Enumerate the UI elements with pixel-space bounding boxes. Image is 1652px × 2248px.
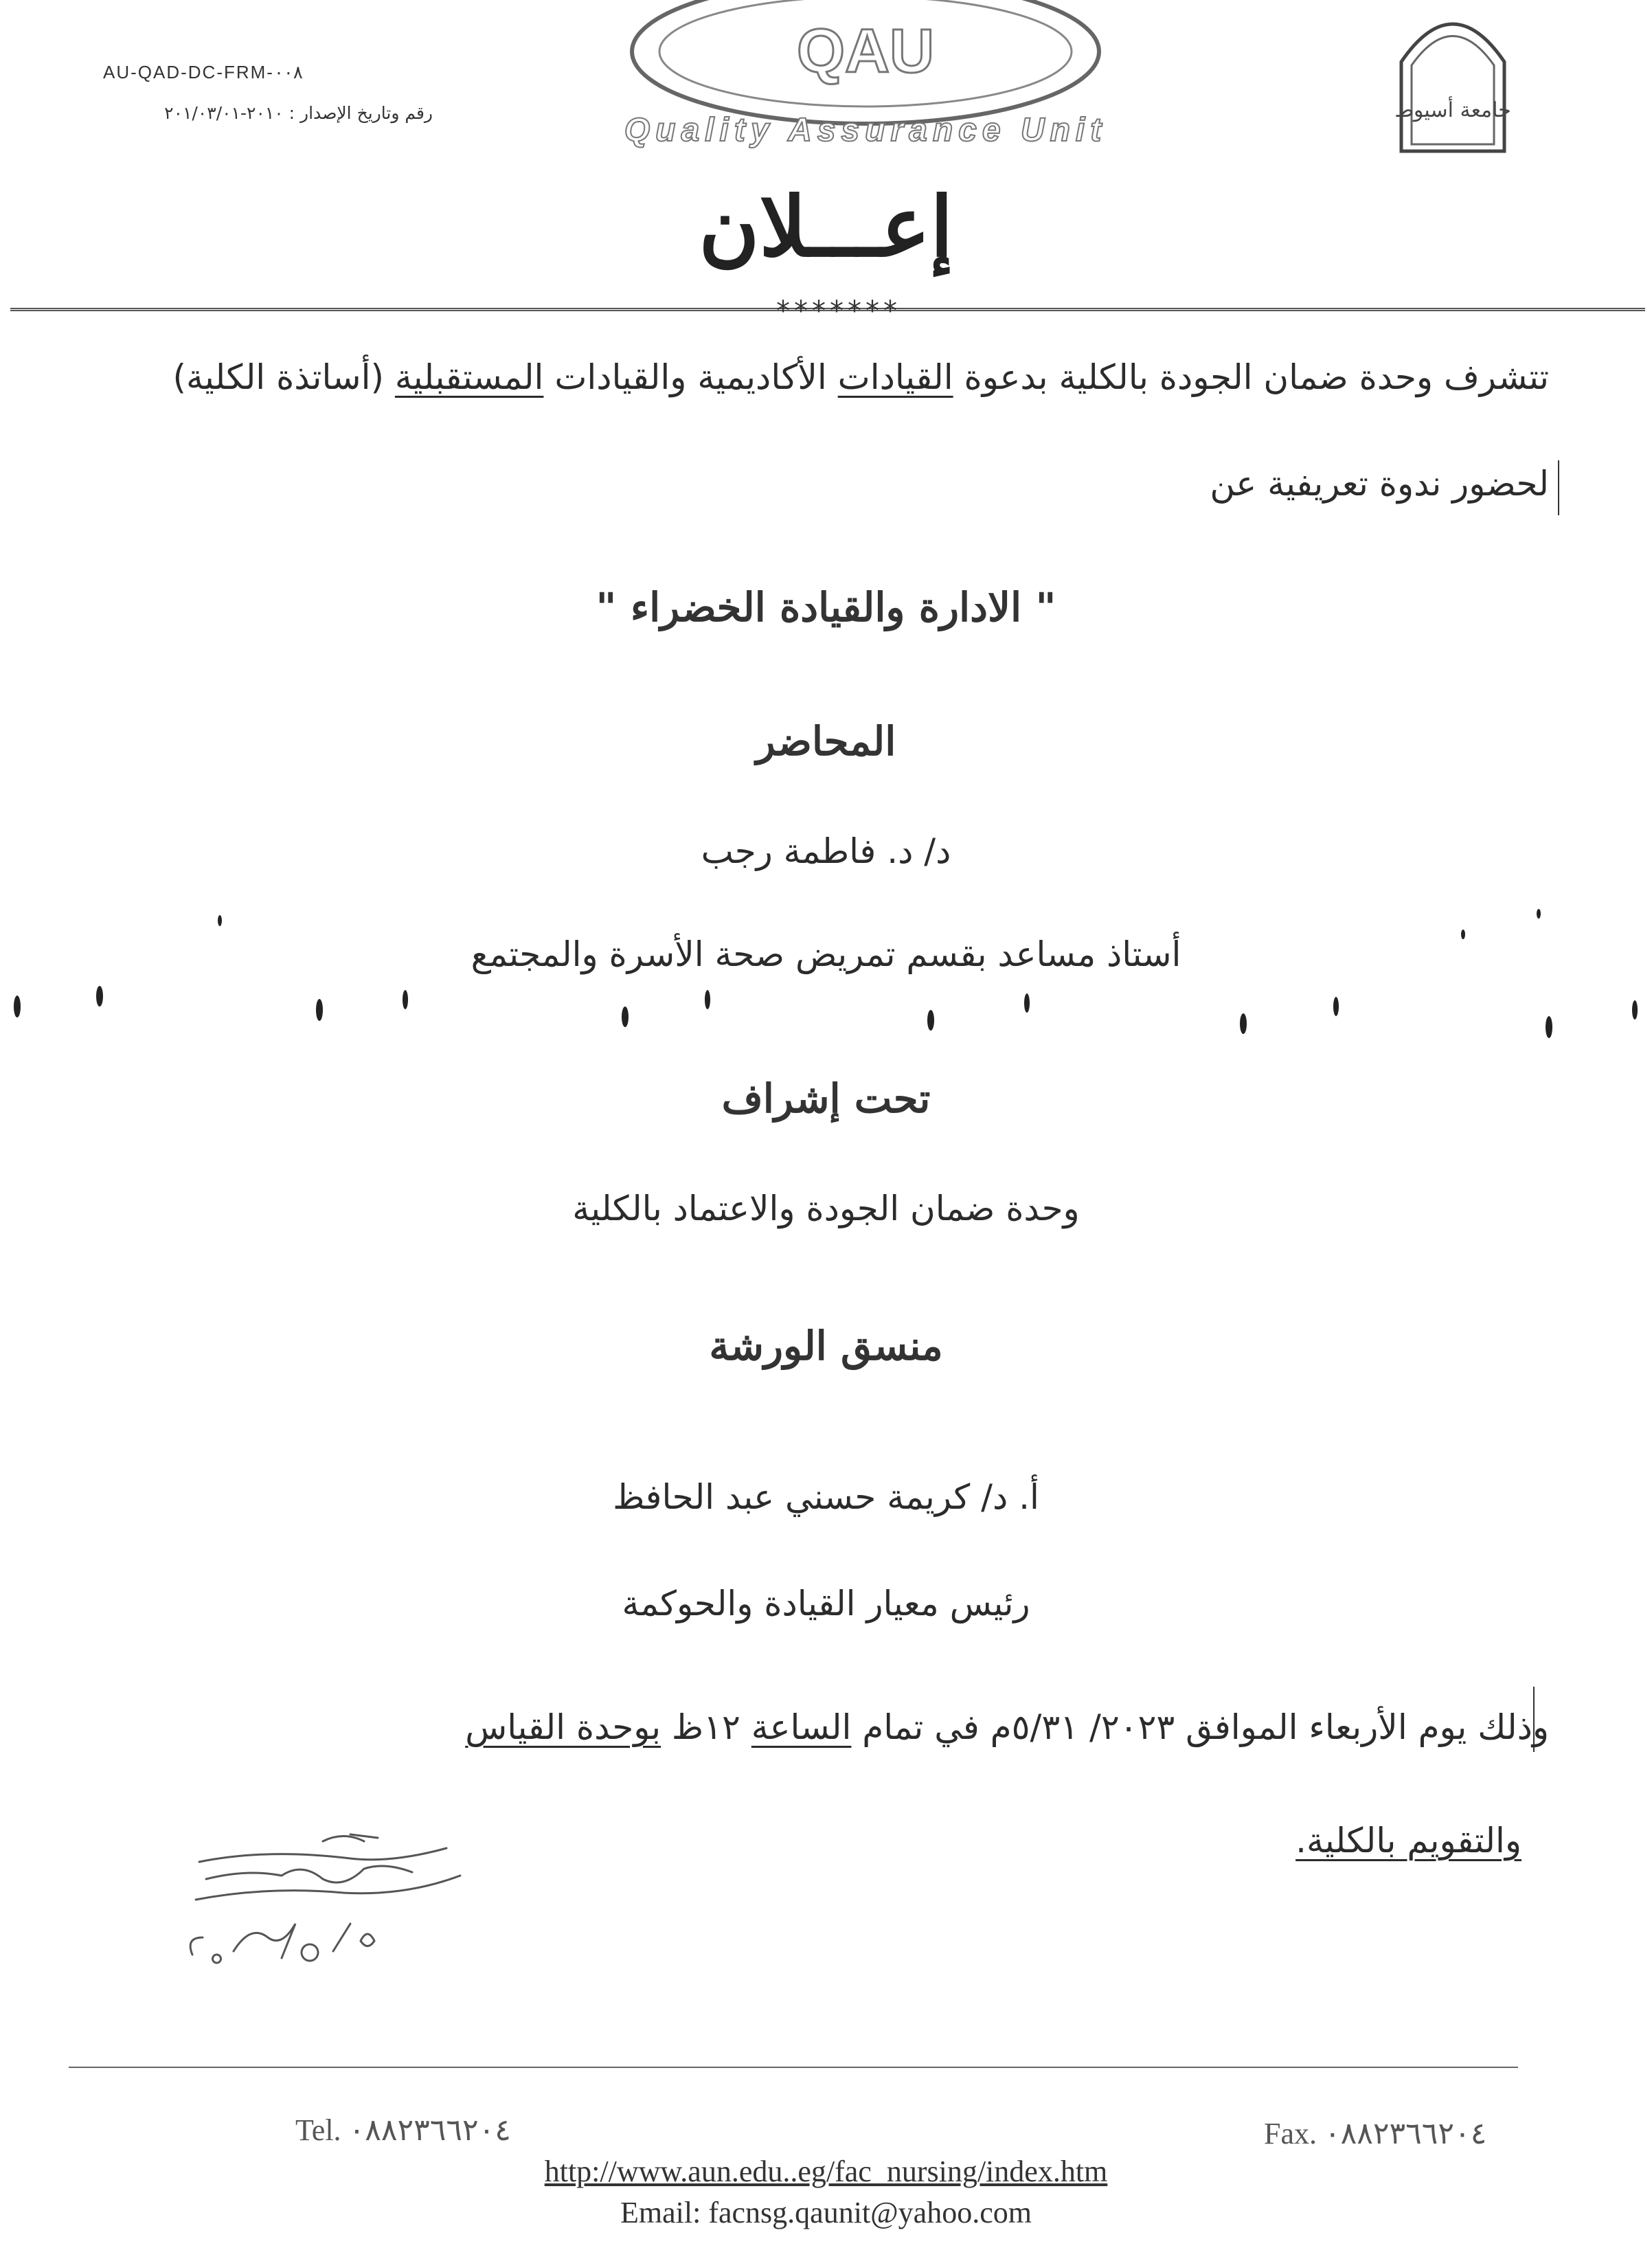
document-code: AU-QAD-DC-FRM-٠٠٨ [103,62,303,82]
scan-specks [0,907,1652,1044]
title-stars: ******* [776,295,901,327]
lecturer-heading: المحاضر [756,718,896,765]
announcement-title: إعـــلان [699,179,953,276]
issue-date: رقم وتاريخ الإصدار : ٢٠١٠-٢٠١/٠٣/٠١ [164,103,433,123]
margin-mark [1558,460,1559,515]
intro-underlined-future: المستقبلية [394,357,544,397]
intro-text-middle: الأكاديمية والقيادات [543,357,838,397]
footer-divider [69,2067,1518,2068]
qau-logo [604,0,1127,158]
coordinator-name: أ. د/ كريمة حسني عبد الحافظ [613,1477,1039,1517]
fax-number: Fax. ٠٨٨٢٣٦٦٢٠٤ [1264,2117,1487,2150]
logo-text: QAU [797,17,934,86]
lecturer-title: أستاذ مساعد بقسم تمريض صحة الأسرة والمجتمع [471,934,1181,974]
intro-text-start: تتشرف وحدة ضمان الجودة بالكلية بدعوة [953,357,1549,397]
schedule-underlined-hour: الساعة [751,1707,852,1747]
intro-line-2: لحضور ندوة تعريفية عن [1210,464,1549,504]
schedule-text-middle: ١٢ظ [661,1707,751,1747]
coordinator-heading: منسق الورشة [709,1323,943,1369]
schedule-text-start: وذلك يوم الأربعاء الموافق ٢٠٢٣/ ٥/٣١م في تمام [851,1707,1549,1747]
handwritten-signature [185,1821,474,1972]
supervision-heading: تحت إشراف [721,1075,931,1122]
intro-text-end: (أساتذة الكلية) [172,357,395,397]
schedule-paragraph [72,1707,1549,1747]
seal-text: جامعة أسيوط [1394,98,1511,122]
logo-subtitle: Quality Assurance Unit [624,112,1107,148]
schedule-underlined-unit: بوحدة القياس [465,1707,661,1747]
supervisor-unit: وحدة ضمان الجودة والاعتماد بالكلية [572,1189,1080,1228]
phone-number: Tel. ٠٨٨٢٣٦٦٢٠٤ [295,2113,511,2147]
email-address[interactable]: Email: facnsg.qaunit@yahoo.com [620,2196,1032,2229]
coordinator-title: رئيس معيار القيادة والحوكمة [622,1584,1030,1623]
lecturer-name: د/ د. فاطمة رجب [701,831,951,871]
intro-paragraph [72,357,1549,397]
workshop-title: " الادارة والقيادة الخضراء " [596,584,1056,631]
schedule-line-2: والتقويم بالكلية. [1295,1821,1521,1861]
intro-underlined-leadership: القيادات [837,357,953,397]
university-seal [1394,0,1511,158]
website-link[interactable]: http://www.aun.edu..eg/fac_nursing/index.htm [544,2155,1108,2188]
